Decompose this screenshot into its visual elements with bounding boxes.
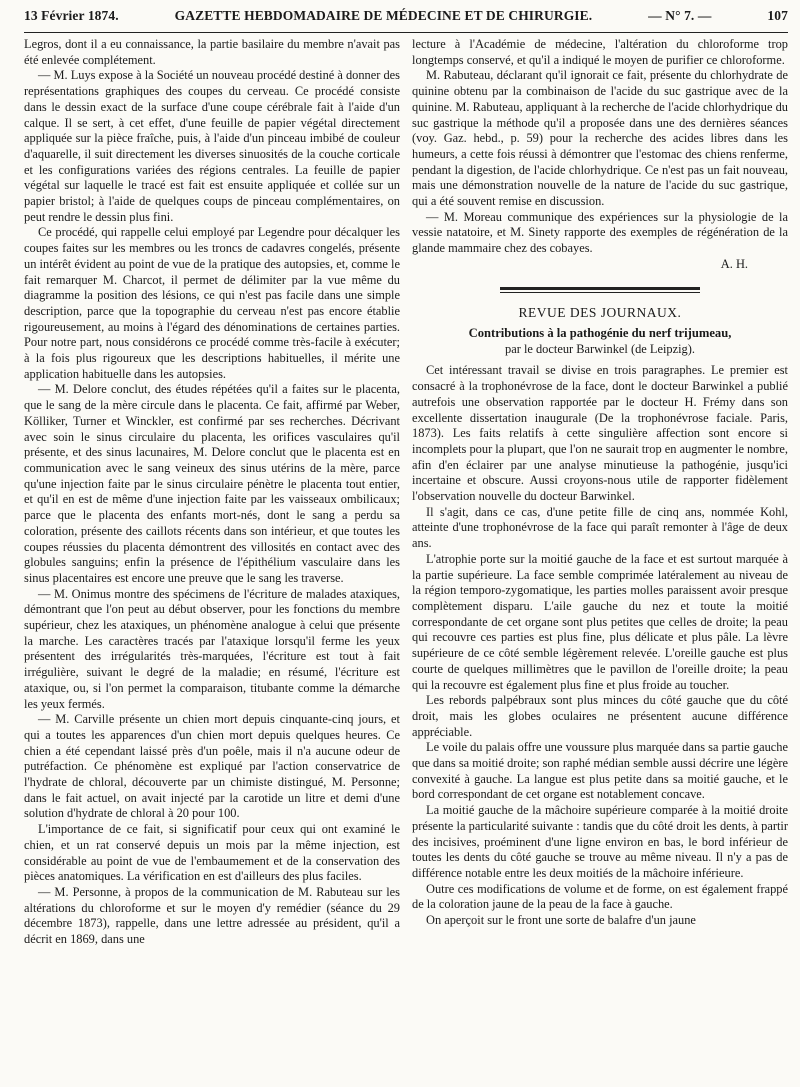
header-issue: — N° 7. —	[648, 8, 712, 23]
paragraph: On aperçoit sur le front une sorte de balafre d'un jaune	[426, 913, 696, 928]
text-columns	[24, 37, 788, 948]
section-divider	[500, 287, 700, 293]
paragraph: — M. Personne, à propos de la communication de M. Rabuteau sur les altérations du chloroforme et sur le moyen d'y remédier (séance du 29 décembre 1873), rappelle, dans une lettre adressée au président, qu'il a décrit en 1869, dans une	[24, 884, 400, 947]
paragraph: L'atrophie porte sur la moitié gauche de la face et est surtout marquée à la partie supérieure. La face semble comprimée latéralement au niveau de la région temporo-zygomatique, les parties molles paraissent avoir presque complètement disparu. L'aile gauche du nez et toute la moitié correspondante de cet organe sont plus petites que celles de droite; la peau qui recouvre ces parties est plus fine, plus délicate et plus pâle. La lèvre supérieure de ce côté semble légèrement relevée. L'oreille gauche est plus courte de quelques millimètres que le pavillon de l'oreille droite; la peau qui la recouvre est également plus fine et plus froide au toucher.	[412, 551, 788, 692]
paragraph: Il s'agit, dans ce cas, d'une petite fille de cinq ans, nommée Kohl, atteinte d'une trophonévrose de la face qui paraît remonter à l'âge de deux ans.	[412, 504, 788, 551]
header-page-number: 107	[767, 8, 788, 23]
article-byline: par le docteur Barwinkel (de Leipzig).	[505, 341, 695, 356]
paragraph: Cet intéressant travail se divise en trois paragraphes. Le premier est consacré à la trophonévrose de la face, dont le docteur Barwinkel a publié autrefois une observation rapportée par le docteur H. Frémy dans son excellente dissertation inaugurale (De la trophonévrose faciale. Paris, 1873). Les faits relatifs à cette singulière affection sont encore si incomplets pour la plupart, que l'on ne saurait trop en augmenter le nombre, afin d'en éclairer par une analyse minutieuse la pathogénie, jusqu'ici incertaine et obscure. Aussi croyons-nous utile de rapporter fidèlement l'observation nouvelle du docteur Barwinkel.	[412, 363, 788, 504]
paragraph: — M. Delore conclut, des études répétées qu'il a faites sur le placenta, que le sang de la mère circule dans le placenta. Ce fait, affirmé par Weber, Kölliker, Turner et Winckler, est confirmé par ses recherches. Décrivant avec soin le sinus circulaire du placenta, les orifices vasculaires qu'il présente, et des sinus lacunaires, M. Delore conclut que le placenta est en communication avec le sang veineux des sinus utérins de la mère, parce qu'une injection faite par le sinus circulaire pénètre le placenta tout entier, et qu'il en est de même d'une injection faite par les vaisseaux ombilicaux; parce que le placenta des enfants mort-nés, dont le sang a perdu sa coloration, présente des caillots récents dans son intérieur, et que toutes les coupes réussies du placenta démontrent des villosités en contact avec des globules sanguins; enfin la présence de l'épithélium vasculaire dans les sinus placentaires est encore une preuve que le sang les traverse.	[24, 382, 400, 585]
paragraph: Legros, dont il a eu connaissance, la partie basilaire du membre n'avait pas été enlevée complétement.	[24, 37, 400, 67]
article-title: Contributions à la pathogénie du nerf trijumeau,	[468, 326, 732, 341]
paragraph: Le voile du palais offre une voussure plus marquée dans sa partie gauche que dans sa moitié droite; son raphé médian semble aussi décrire une légère convexité à gauche. La langue est plus petite dans sa moitié gauche, et le bord correspondant de cet organe est notablement concave.	[412, 740, 788, 802]
section-title: REVUE DES JOURNAUX.	[518, 304, 682, 320]
paragraph: La moitié gauche de la mâchoire supérieure comparée à la moitié droite présente la particularité suivante : tandis que du côté droit les dents, à partir des incisives, proéminent d'une ligne environ en bas, le bord inférieur de toutes les dents du côté gauche se trouve au même niveau. Il n'y a pas de différence notable entre les deux moitiés de la mâchoire inférieure.	[412, 803, 788, 880]
paragraph: Outre ces modifications de volume et de forme, on est également frappé de la coloration jaune de la peau de la face à gauche.	[412, 881, 788, 912]
page-header	[24, 0, 788, 30]
paragraph: — M. Moreau communique des expériences sur la physiologie de la vessie natatoire, et M. Sinety rapporte des exemples de régénération de la glande mammaire chez des cobayes.	[412, 209, 788, 256]
paragraph: lecture à l'Académie de médecine, l'altération du chloroforme trop longtemps conservé, et qu'il a indiqué le moyen de purifier ce chloroforme.	[412, 37, 788, 67]
paragraph: Ce procédé, qui rappelle celui employé par Legendre pour décalquer les coupes faites sur les membres ou les troncs de cadavres congelés, présente un intérêt évident au point de vue de la pratique des autopsies, et, comme le fait remarquer M. Charcot, il permet de délimiter par la vue même du diagramme la position des lésions, ce qui n'est pas facile dans une simple description, parce que la topographie du cerveau n'est pas encore établie rigoureusement, au moins à l'égard des dénominations de certaines parties. Pour notre part, nous considérons ce procédé comme très-facile à exécuter; à la fois plus rigoureux que les descriptions habituelles, il mérite une application habituelle dans les autopsies.	[24, 225, 400, 381]
paragraph: M. Rabuteau, déclarant qu'il ignorait ce fait, présente du chlorhydrate de quinine obtenu par la combinaison de l'acide du suc gastrique avec de la quinine. M. Rabuteau, appliquant à la recherche de l'acide chlorhydrique du suc gastrique la méthode qu'il a proposée dans une des dernières séances (voy. Gaz. hebd., p. 59) pour la recherche des acides libres dans les humeurs, a cette fois réussi à démontrer que l'estomac des chiens renferme, pendant la digestion, de l'acide chlorhydrique. Ce n'est pas un fait nouveau, mais une démonstration nouvelle de la nature de l'acide du suc gastrique, qui a été souvent remise en discussion.	[412, 68, 788, 209]
author-signature: A. H.	[720, 256, 748, 271]
header-journal-title: GAZETTE HEBDOMADAIRE DE MÉDECINE ET DE CHIRURGIE.	[174, 8, 593, 23]
left-column	[24, 37, 400, 948]
paragraph: — M. Luys expose à la Société un nouveau procédé destiné à donner des représentations graphiques des coupes du cerveau. Ce procédé consiste dans le dessin exact de la surface d'une coupe cérébrale fait à l'aide d'un calque. Il se sert, à cet effet, d'une feuille de papier végétal directement appliquée sur la pièce fraîche, puis, à l'aide d'un pinceau imbibé de couleur d'aquarelle, il suit directement les diverses sinuosités de la couche corticale et les configurations variées des régions centrales. La feuille de papier végétal sur laquelle le tracé est fait est ensuite appliquée et collée sur un papier bristol; à l'aide de quelques coups de pinceau complémentaires, on peut rendre le dessin plus fini.	[24, 68, 400, 224]
paragraph: L'importance de ce fait, si significatif pour ceux qui ont examiné le chien, et un rat conservé depuis un mois par la même injection, est considérable au point de vue de l'embaumement et de la conservation des pièces anatomiques. La vérification en est d'ailleurs des plus faciles.	[24, 822, 400, 884]
paragraph: — M. Carville présente un chien mort depuis cinquante-cinq jours, et qui a toutes les apparences d'un chien mort depuis quelques heures. Ce chien a été cependant laissé près d'un poêle, mais il n'a aucune odeur de putréfaction. Ce phénomène est expliqué par l'action conservatrice de l'hydrate de chloral, découverte par un chimiste distingué, M. Personne; dans le fait actuel, on avait injecté par la carotide un litre et demi d'une solution d'hydrate de chloral à 20 pour 100.	[24, 712, 400, 821]
paragraph: — M. Onimus montre des spécimens de l'écriture de malades ataxiques, démontrant que l'on peut au début observer, pour les fonctions du membre supérieur, chez les ataxiques, un phénomène analogue à celui que présente la marche. Les caractères tracés par l'ataxique lorsqu'il ferme les yeux présentent des irrégularités très-marquées, l'écriture est tout à fait irrégulière, suivant le degré de la maladie; en résumé, l'écriture est ataxique, ou, si l'on permet la comparaison, titubante comme la démarche les yeux fermés.	[24, 586, 400, 711]
header-divider	[24, 32, 788, 33]
right-column	[412, 37, 788, 948]
header-date: 13 Février 1874.	[24, 8, 119, 23]
paragraph: Les rebords palpébraux sont plus minces du côté gauche que du côté droit, mais les globes oculaires ne présentent aucune différence appréciable.	[412, 693, 788, 739]
